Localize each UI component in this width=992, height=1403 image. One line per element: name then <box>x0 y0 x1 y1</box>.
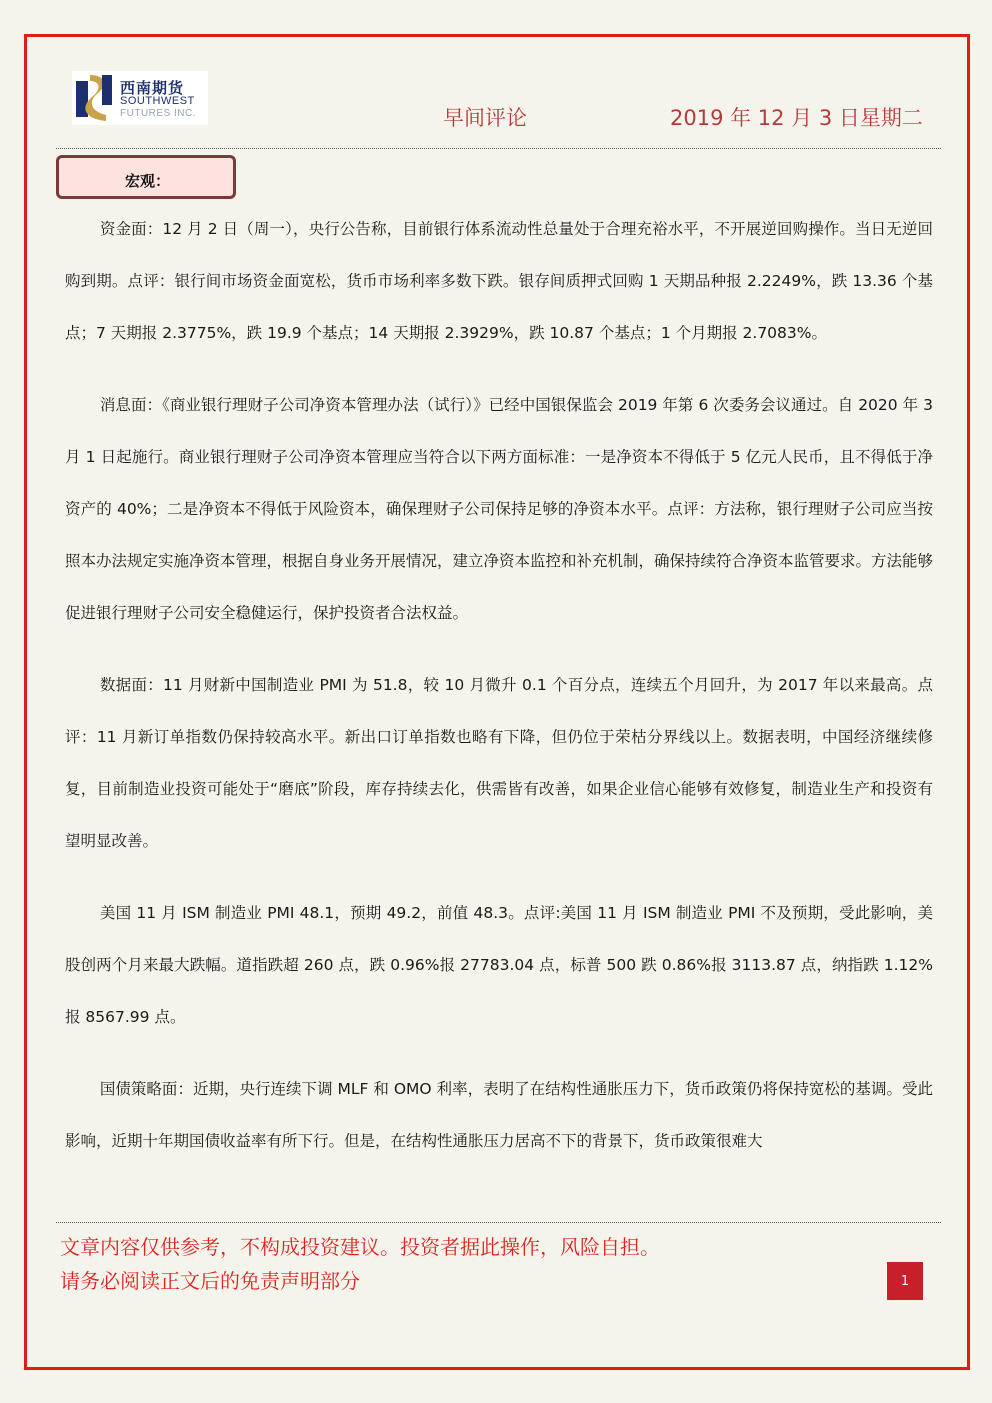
logo-english-subname: FUTURES INC. <box>120 108 196 119</box>
disclaimer-line-1: 文章内容仅供参考，不构成投资建议。投资者据此操作，风险自担。 <box>60 1235 660 1259</box>
logo-english-name: SOUTHWEST <box>120 95 195 107</box>
company-logo <box>72 71 208 125</box>
disclaimer <box>60 1230 660 1298</box>
report-title: 早间评论 <box>443 106 527 130</box>
logo-emblem-icon <box>72 71 116 125</box>
section-label-box <box>56 155 236 199</box>
paragraph-news: 消息面：《商业银行理财子公司净资本管理办法（试行）》已经中国银保监会 2019 年第 6 次委务会议通过。自 2020 年 3 月 1 日起施行。商业银行理财子公司净资本管理应当符合以下两方面标准：一是净资本不得低于 5 亿元人民币，且不得低于净资产的 40%；二是净资本不得低于风险资本，确保理财子公司保持足够的净资本水平。点评：方法称，银行理财子公司应当按照本办法规定实施净资本管理，根据自身业务开展情况，建立净资本监控和补充机制，确保持续符合净资本监管要求。方法能够促进银行理财子公司安全稳健运行，保护投资者合法权益。 <box>65 396 934 622</box>
disclaimer-line-2: 请务必阅读正文后的免责声明部分 <box>60 1269 360 1293</box>
paragraph-bond-strategy: 国债策略面：近期，央行连续下调 MLF 和 OMO 利率，表明了在结构性通胀压力下，货币政策仍将保持宽松的基调。受此影响，近期十年期国债收益率有所下行。但是，在结构性通胀压力居高不下的背景下，货币政策很难大 <box>65 1080 933 1150</box>
page-number-badge: 1 <box>887 1262 923 1300</box>
paragraph-us-pmi: 美国 11 月 ISM 制造业 PMI 48.1，预期 49.2，前值 48.3。点评:美国 11 月 ISM 制造业 PMI 不及预期，受此影响，美股创两个月来最大跌幅。道指跌超 260 点，跌 0.96%报 27783.04 点，标普 500 跌 0.86%报 3113.87 点，纳指跌 1.12%报 8567.99 点。 <box>65 904 933 1026</box>
footer-divider <box>56 1222 941 1223</box>
section-label: 宏观： <box>125 172 171 190</box>
paragraph-data: 数据面：11 月财新中国制造业 PMI 为 51.8，较 10 月微升 0.1 个百分点，连续五个月回升，为 2017 年以来最高。点评：11 月新订单指数仍保持较高水平。新出口订单指数也略有下降，但仍位于荣枯分界线以上。数据表明，中国经济继续修复，目前制造业投资可能处于“磨底”阶段，库存持续去化，供需皆有改善，如果企业信心能够有效修复，制造业生产和投资有望明显改善。 <box>65 676 933 850</box>
report-date: 2019 年 12 月 3 日星期二 <box>670 106 923 130</box>
article-body <box>65 203 933 1215</box>
paragraph-funding: 资金面：12 月 2 日（周一），央行公告称，目前银行体系流动性总量处于合理充裕水平，不开展逆回购操作。当日无逆回购到期。点评：银行间市场资金面宽松，货币市场利率多数下跌。银存间质押式回购 1 天期品种报 2.2249%，跌 13.36 个基点；7 天期报 2.3775%，跌 19.9 个基点；14 天期报 2.3929%，跌 10.87 个基点；1 个月期报 2.7083%。 <box>65 220 933 342</box>
header-divider <box>56 148 941 149</box>
logo-chinese-name: 西南期货 <box>120 79 185 97</box>
body-text-area <box>0 203 992 1215</box>
